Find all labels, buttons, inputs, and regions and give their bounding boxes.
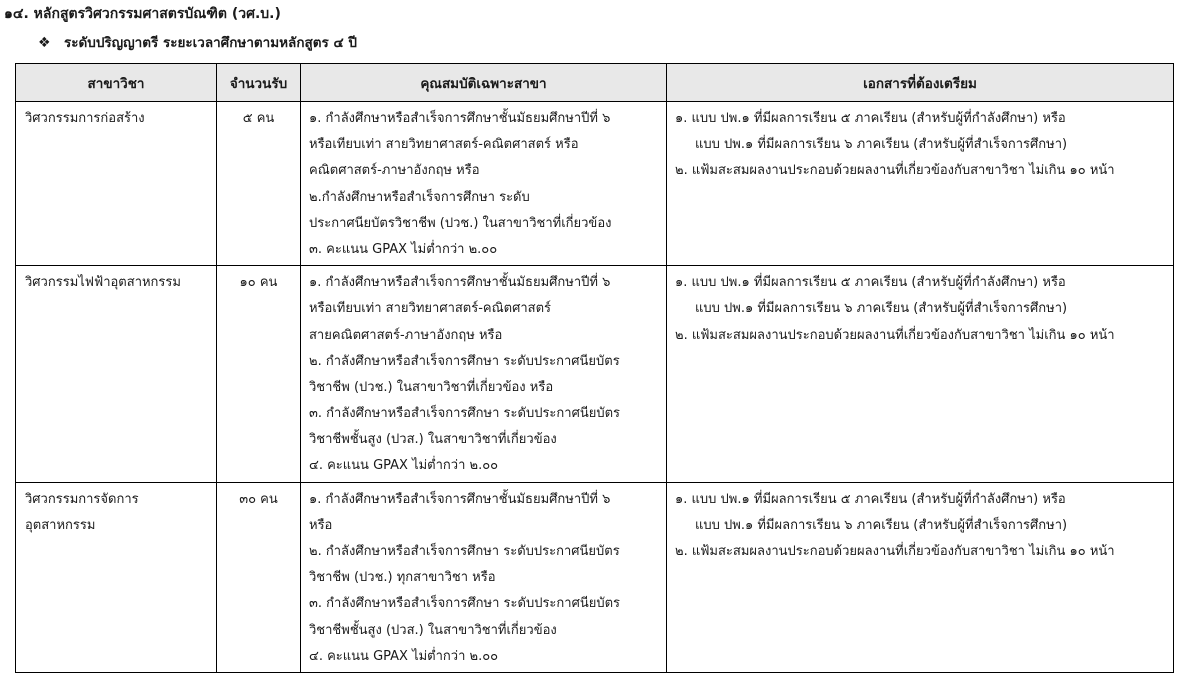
major-name: วิศวกรรมไฟฟ้าอุตสาหกรรม (25, 275, 181, 291)
seats-cell (217, 102, 301, 266)
qualification-line: ๔. คะแนน GPAX ไม่ต่ำกว่า ๒.๐๐ (309, 648, 499, 664)
qualification-line: ๓. กำลังศึกษาหรือสำเร็จการศึกษา ระดับประกาศนียบัตร (309, 596, 621, 612)
qualification-line: หรือ (309, 517, 333, 533)
qualification-line: สายคณิตศาสตร์-ภาษาอังกฤษ หรือ (309, 327, 503, 343)
qualification-line: หรือเทียบเท่า สายวิทยาศาสตร์-คณิตศาสตร์ หรือ (309, 137, 579, 153)
documents-cell (667, 266, 1174, 483)
qualification-line: ๒.กำลังศึกษาหรือสำเร็จการศึกษา ระดับ (309, 189, 530, 205)
major-cell (16, 266, 217, 483)
table-row (16, 266, 1174, 483)
seats-cell (217, 482, 301, 672)
table-header-row (16, 64, 1174, 102)
qualification-line: ๑. กำลังศึกษาหรือสำเร็จการศึกษาชั้นมัธยมศึกษาปีที่ ๖ (309, 111, 611, 126)
curriculum-table (15, 63, 1174, 673)
documents-cell (667, 482, 1174, 672)
seats-value: ๑๐ คน (239, 275, 278, 291)
subtitle (38, 31, 357, 53)
document-line: ๑. แบบ ปพ.๑ ที่มีผลการเรียน ๕ ภาคเรียน (สำหรับผู้ที่กำลังศึกษา) หรือ (675, 111, 1066, 126)
section-title: ๑๔. หลักสูตรวิศวกรรมศาสตรบัณฑิต (วศ.บ.) (4, 6, 281, 22)
qualification-line: ๒. กำลังศึกษาหรือสำเร็จการศึกษา ระดับประกาศนียบัตร (309, 544, 620, 559)
qualification-line: วิชาชีพ (ปวช.) ในสาขาวิชาที่เกี่ยวข้อง หรือ (309, 379, 554, 395)
qualification-line: วิชาชีพชั้นสูง (ปวส.) ในสาขาวิชาที่เกี่ยวข้อง (309, 622, 557, 638)
seats-cell (217, 266, 301, 483)
table-row (16, 102, 1174, 266)
qualifications-cell (301, 266, 667, 483)
qualification-line: คณิตศาสตร์-ภาษาอังกฤษ หรือ (309, 163, 480, 179)
document-line: ๑. แบบ ปพ.๑ ที่มีผลการเรียน ๕ ภาคเรียน (สำหรับผู้ที่กำลังศึกษา) หรือ (675, 275, 1066, 291)
major-cell (16, 102, 217, 266)
diamond-bullet-icon: ❖ (38, 35, 51, 51)
qualification-line: ๓. กำลังศึกษาหรือสำเร็จการศึกษา ระดับประกาศนียบัตร (309, 406, 621, 422)
document-line: แบบ ปพ.๑ ที่มีผลการเรียน ๖ ภาคเรียน (สำหรับผู้ที่สำเร็จการศึกษา) (695, 301, 1068, 317)
subtitle-text: ระดับปริญญาตรี ระยะเวลาศึกษาตามหลักสูตร ๔ ปี (64, 35, 357, 51)
major-name: อุตสาหกรรม (25, 517, 96, 533)
header-seats: จำนวนรับ (217, 64, 301, 102)
seats-value: ๓๐ คน (239, 491, 278, 507)
documents-cell (667, 102, 1174, 266)
seats-value: ๕ คน (242, 111, 275, 126)
qualification-line: ๒. กำลังศึกษาหรือสำเร็จการศึกษา ระดับประกาศนียบัตร (309, 353, 620, 369)
header-documents: เอกสารที่ต้องเตรียม (667, 64, 1174, 102)
qualification-line: ๔. คะแนน GPAX ไม่ต่ำกว่า ๒.๐๐ (309, 458, 499, 474)
major-name: วิศวกรรมการจัดการ (25, 491, 139, 507)
major-cell (16, 482, 217, 672)
document-line: ๒. แฟ้มสะสมผลงานประกอบด้วยผลงานที่เกี่ยวข้องกับสาขาวิชา ไม่เกิน ๑๐ หน้า (675, 163, 1115, 179)
table-row (16, 482, 1174, 672)
header-major: สาขาวิชา (16, 64, 217, 102)
document-line: ๒. แฟ้มสะสมผลงานประกอบด้วยผลงานที่เกี่ยวข้องกับสาขาวิชา ไม่เกิน ๑๐ หน้า (675, 544, 1115, 559)
document-line: แบบ ปพ.๑ ที่มีผลการเรียน ๖ ภาคเรียน (สำหรับผู้ที่สำเร็จการศึกษา) (695, 137, 1068, 153)
major-name: วิศวกรรมการก่อสร้าง (25, 111, 145, 126)
qualification-line: ๓. คะแนน GPAX ไม่ต่ำกว่า ๒.๐๐ (309, 241, 498, 257)
header-qualifications: คุณสมบัติเฉพาะสาขา (301, 64, 667, 102)
document-line: แบบ ปพ.๑ ที่มีผลการเรียน ๖ ภาคเรียน (สำหรับผู้ที่สำเร็จการศึกษา) (695, 517, 1068, 533)
document-line: ๑. แบบ ปพ.๑ ที่มีผลการเรียน ๕ ภาคเรียน (สำหรับผู้ที่กำลังศึกษา) หรือ (675, 491, 1066, 507)
qualification-line: ประกาศนียบัตรวิชาชีพ (ปวช.) ในสาขาวิชาที่เกี่ยวข้อง (309, 215, 612, 231)
qualification-line: วิชาชีพ (ปวช.) ทุกสาขาวิชา หรือ (309, 570, 496, 586)
qualification-line: หรือเทียบเท่า สายวิทยาศาสตร์-คณิตศาสตร์ (309, 301, 552, 317)
qualifications-cell (301, 102, 667, 266)
document-line: ๒. แฟ้มสะสมผลงานประกอบด้วยผลงานที่เกี่ยวข้องกับสาขาวิชา ไม่เกิน ๑๐ หน้า (675, 327, 1115, 343)
qualifications-cell (301, 482, 667, 672)
qualification-line: ๑. กำลังศึกษาหรือสำเร็จการศึกษาชั้นมัธยมศึกษาปีที่ ๖ (309, 275, 611, 291)
qualification-line: วิชาชีพชั้นสูง (ปวส.) ในสาขาวิชาที่เกี่ยวข้อง (309, 432, 557, 448)
qualification-line: ๑. กำลังศึกษาหรือสำเร็จการศึกษาชั้นมัธยมศึกษาปีที่ ๖ (309, 491, 611, 507)
